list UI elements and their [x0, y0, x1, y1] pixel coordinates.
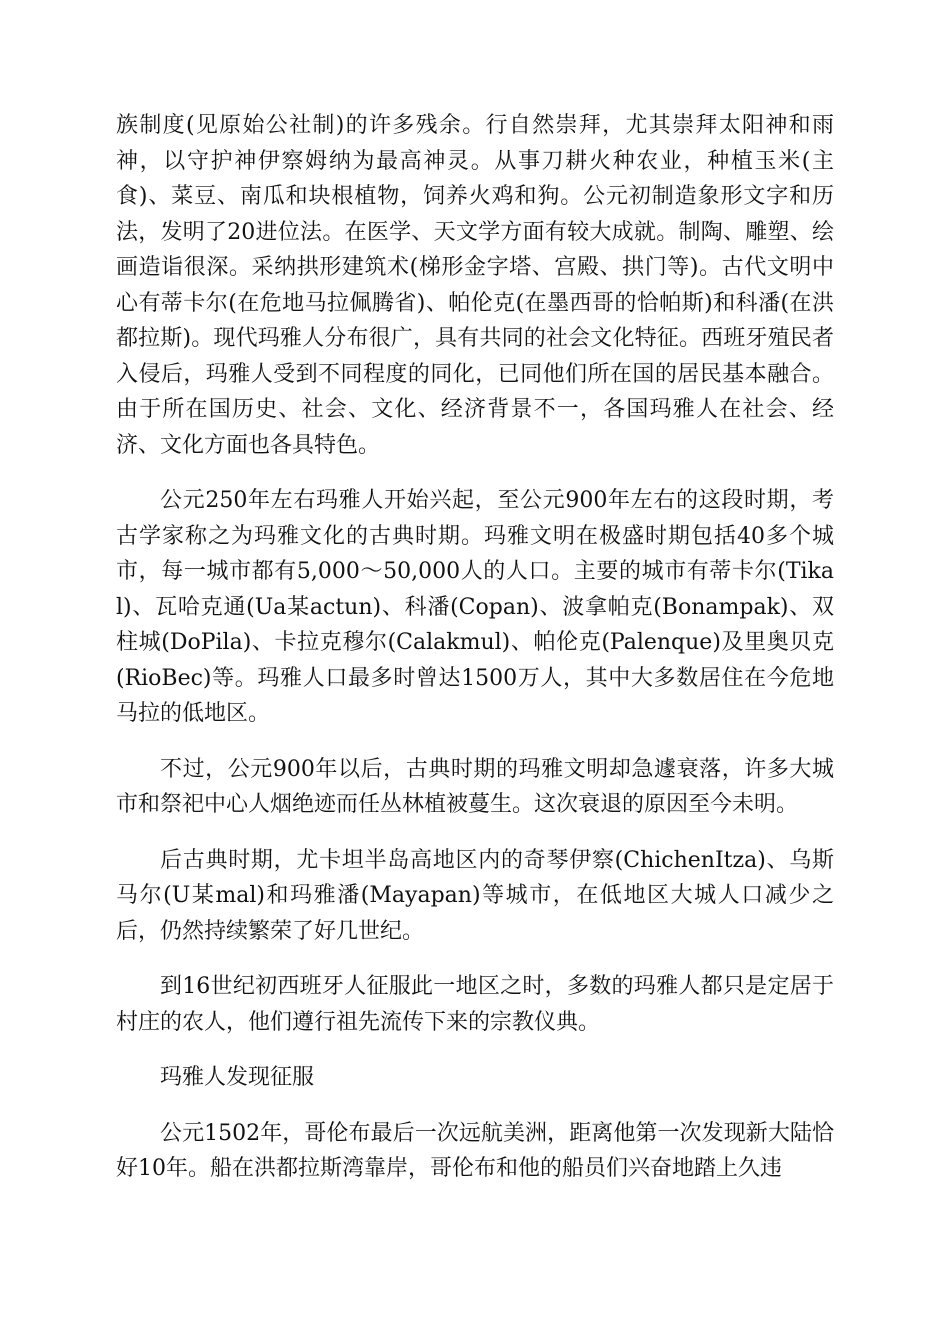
- paragraph-columbus: 公元1502年，哥伦布最后一次远航美洲，距离他第一次发现新大陆恰好10年。船在洪都拉斯湾靠岸，哥伦布和他的船员们兴奋地踏上久违: [116, 1120, 834, 1181]
- paragraph-decline: 不过，公元900年以后，古典时期的玛雅文明却急遽衰落，许多大城市和祭祀中心人烟绝迹而任丛林植被蔓生。这次衰退的原因至今未明。: [116, 756, 834, 817]
- document-body: [116, 108, 834, 1207]
- paragraph-classic-period: 公元250年左右玛雅人开始兴起，至公元900年左右的这段时期，考古学家称之为玛雅文化的古典时期。玛雅文明在极盛时期包括40多个城市，每一城市都有5,000～50,000人的人口。主要的城市有蒂卡尔(Tikal)、瓦哈克通(Ua某actun)、科潘(Copan)、波拿帕克(Bonampak)、双柱城(DoPila)、卡拉克穆尔(Calakmul)、帕伦克(Palenque)及里奥贝克(RioBec)等。玛雅人口最多时曾达1500万人，其中大多数居住在今危地马拉的低地区。: [116, 488, 834, 726]
- paragraph-continuation: 族制度(见原始公社制)的许多残余。行自然崇拜，尤其崇拜太阳神和雨神，以守护神伊察姆纳为最高神灵。从事刀耕火种农业，种植玉米(主食)、菜豆、南瓜和块根植物，饲养火鸡和狗。公元初制造象形文字和历法，发明了20进位法。在医学、天文学方面有较大成就。制陶、雕塑、绘画造诣很深。采纳拱形建筑术(梯形金字塔、宫殿、拱门等)。古代文明中心有蒂卡尔(在危地马拉佩腾省)、帕伦克(在墨西哥的恰帕斯)和科潘(在洪都拉斯)。现代玛雅人分布很广，具有共同的社会文化特征。西班牙殖民者入侵后，玛雅人受到不同程度的同化，已同他们所在国的居民基本融合。由于所在国历史、社会、文化、经济背景不一，各国玛雅人在社会、经济、文化方面也各具特色。: [116, 113, 834, 458]
- paragraph-spanish-conquest: 到16世纪初西班牙人征服此一地区之时，多数的玛雅人都只是定居于村庄的农人，他们遵行祖先流传下来的宗教仪典。: [116, 974, 834, 1035]
- section-heading: 玛雅人发现征服: [160, 1065, 315, 1090]
- paragraph-post-classic: 后古典时期，尤卡坦半岛高地区内的奇琴伊察(ChichenItza)、乌斯马尔(U某mal)和玛雅潘(Mayapan)等城市，在低地区大城人口减少之后，仍然持续繁荣了好几世纪。: [116, 847, 834, 944]
